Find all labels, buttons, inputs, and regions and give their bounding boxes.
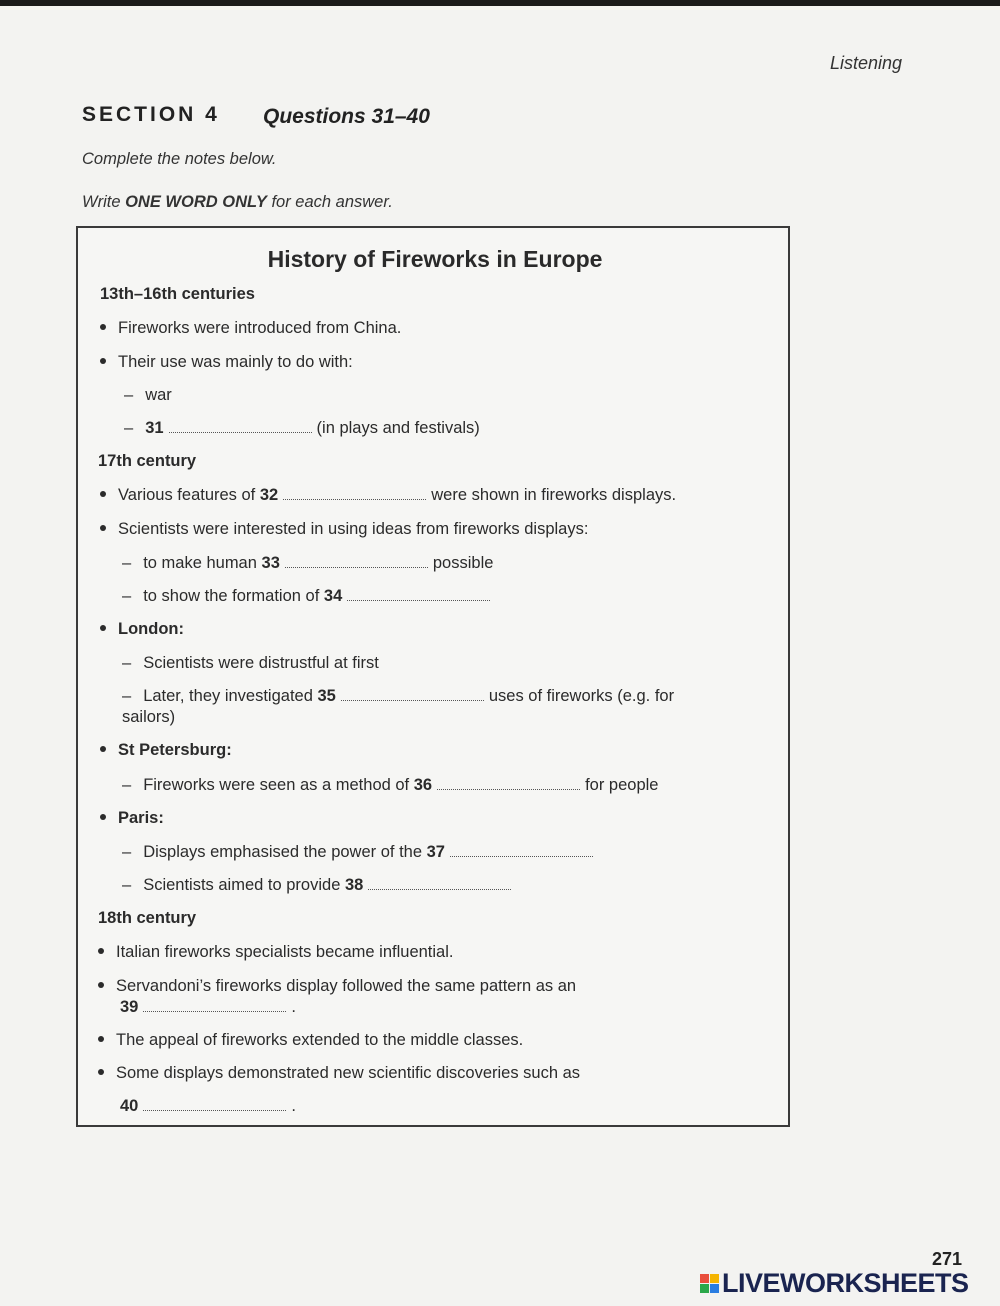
dash-icon: –: [122, 876, 132, 894]
dash-icon: –: [122, 654, 132, 672]
question-number-31: 31: [145, 419, 164, 437]
dash-text: Fireworks were seen as a method of: [143, 776, 410, 794]
bullet-text: Fireworks were introduced from China.: [118, 319, 402, 337]
question-number-36: 36: [413, 776, 433, 794]
liveworksheets-logo-icon: [700, 1274, 719, 1293]
dash-text: Displays emphasised the power of the: [143, 843, 423, 861]
bullet-introduced: [100, 319, 401, 338]
bullet-icon: [100, 324, 106, 330]
instruction-word-limit: [82, 193, 393, 212]
notes-box: [76, 226, 790, 1127]
dash-icon: –: [122, 776, 132, 794]
dash-q35: [122, 687, 674, 706]
answer-blank-35[interactable]: [341, 688, 484, 701]
page-number: 271: [932, 1249, 963, 1269]
bullet-text: Their use was mainly to do with:: [118, 353, 353, 371]
question-number-37: 37: [426, 843, 445, 861]
notes-title: History of Fireworks in Europe: [267, 246, 603, 272]
bullet-text: Servandoni’s fireworks display followed the same pattern as an: [116, 977, 577, 995]
dash-icon: –: [122, 554, 132, 572]
dash-text: Scientists aimed to provide: [143, 876, 341, 894]
dash-text: (in plays and festivals): [316, 419, 480, 437]
bullet-icon: [98, 948, 104, 954]
q39-line: [120, 998, 296, 1017]
dash-text: to make human: [143, 554, 257, 572]
bullet-icon: [98, 982, 104, 988]
answer-blank-32[interactable]: [283, 487, 426, 500]
answer-blank-38[interactable]: [368, 877, 511, 890]
dash-icon: –: [124, 419, 134, 437]
dash-text: possible: [432, 554, 494, 572]
question-number-40: 40: [120, 1097, 139, 1115]
dash-icon: –: [122, 843, 132, 861]
bullet-icon: [98, 1036, 104, 1042]
logo-square: [710, 1274, 719, 1283]
dash-q35-continued: sailors): [122, 708, 176, 726]
bullet-middle-classes: [98, 1031, 523, 1050]
bullet-text: Various features of: [118, 486, 256, 504]
dash-icon: –: [122, 587, 132, 605]
bullet-text: Some displays demonstrated new scientific discoveries such as: [116, 1064, 581, 1082]
dash-q33: [122, 554, 493, 573]
answer-blank-34[interactable]: [347, 588, 490, 601]
heading-13th-16th: 13th–16th centuries: [100, 285, 255, 303]
running-header: Listening: [830, 53, 903, 73]
bullet-icon: [98, 1069, 104, 1075]
bullet-icon: [100, 625, 106, 631]
bullet-icon: [100, 746, 106, 752]
dash-q36: [122, 776, 658, 795]
bullet-icon: [100, 525, 106, 531]
dash-q37: [122, 843, 598, 862]
dash-text: Scientists were distrustful at first: [143, 654, 379, 672]
dash-icon: –: [122, 687, 132, 705]
bullet-q32: [100, 486, 676, 505]
liveworksheets-logo: [700, 1268, 969, 1299]
dash-q34: [122, 587, 495, 606]
answer-blank-33[interactable]: [285, 555, 428, 568]
page-top-edge: [0, 0, 1000, 6]
period: .: [291, 1097, 296, 1115]
bullet-paris: [100, 809, 164, 828]
dash-text: war: [145, 386, 172, 404]
question-number-38: 38: [344, 876, 364, 894]
bullet-text: The appeal of fireworks extended to the middle classes.: [116, 1031, 524, 1049]
bullet-london: [100, 620, 184, 639]
dash-q38: [122, 876, 516, 895]
heading-18th: 18th century: [98, 909, 197, 927]
logo-square: [710, 1284, 719, 1293]
question-number-33: 33: [261, 554, 280, 572]
answer-blank-36[interactable]: [437, 777, 580, 790]
bullet-italian: [98, 943, 454, 962]
instruction-post: for each answer.: [266, 193, 393, 211]
bullet-servandoni: [98, 977, 576, 996]
bullet-text: Scientists were interested in using ideas from fireworks displays:: [118, 520, 589, 538]
section-title: SECTION 4: [82, 103, 220, 126]
bullet-discoveries: [98, 1064, 580, 1083]
bullet-icon: [100, 814, 106, 820]
dash-text: uses of fireworks (e.g. for: [488, 687, 675, 705]
brand-text: LIVEWORKSHEETS: [722, 1268, 969, 1298]
dash-q31: [124, 419, 480, 438]
questions-range: Questions 31–40: [263, 105, 430, 128]
q40-line: [120, 1097, 296, 1116]
question-number-39: 39: [120, 998, 139, 1016]
dash-war: [124, 386, 172, 405]
bullet-text: St Petersburg:: [118, 741, 232, 759]
bullet-st-petersburg: [100, 741, 232, 760]
logo-square: [700, 1284, 709, 1293]
question-number-35: 35: [317, 687, 336, 705]
bullet-text: London:: [118, 620, 184, 638]
question-number-34: 34: [323, 587, 343, 605]
bullet-scientists: [100, 520, 588, 539]
dash-icon: –: [124, 386, 134, 404]
dash-text: Later, they investigated: [143, 687, 313, 705]
heading-17th: 17th century: [98, 452, 197, 470]
bullet-icon: [100, 358, 106, 364]
bullet-icon: [100, 491, 106, 497]
dash-text: to show the formation of: [143, 587, 320, 605]
dash-text: for people: [585, 776, 659, 794]
period: .: [291, 998, 296, 1016]
answer-blank-37[interactable]: [450, 844, 593, 857]
logo-square: [700, 1274, 709, 1283]
bullet-text: Italian fireworks specialists became influential.: [116, 943, 454, 961]
question-number-32: 32: [259, 486, 279, 504]
bullet-text: were shown in fireworks displays.: [431, 486, 677, 504]
instruction-bold: ONE WORD ONLY: [125, 193, 267, 211]
instruction-pre: Write: [82, 193, 126, 211]
answer-blank-31[interactable]: [169, 420, 312, 433]
answer-blank-40[interactable]: [143, 1098, 286, 1111]
bullet-use: [100, 353, 353, 372]
answer-blank-39[interactable]: [143, 999, 286, 1012]
instruction-complete: Complete the notes below.: [82, 150, 277, 168]
dash-distrustful: [122, 654, 379, 673]
bullet-text: Paris:: [118, 809, 164, 827]
